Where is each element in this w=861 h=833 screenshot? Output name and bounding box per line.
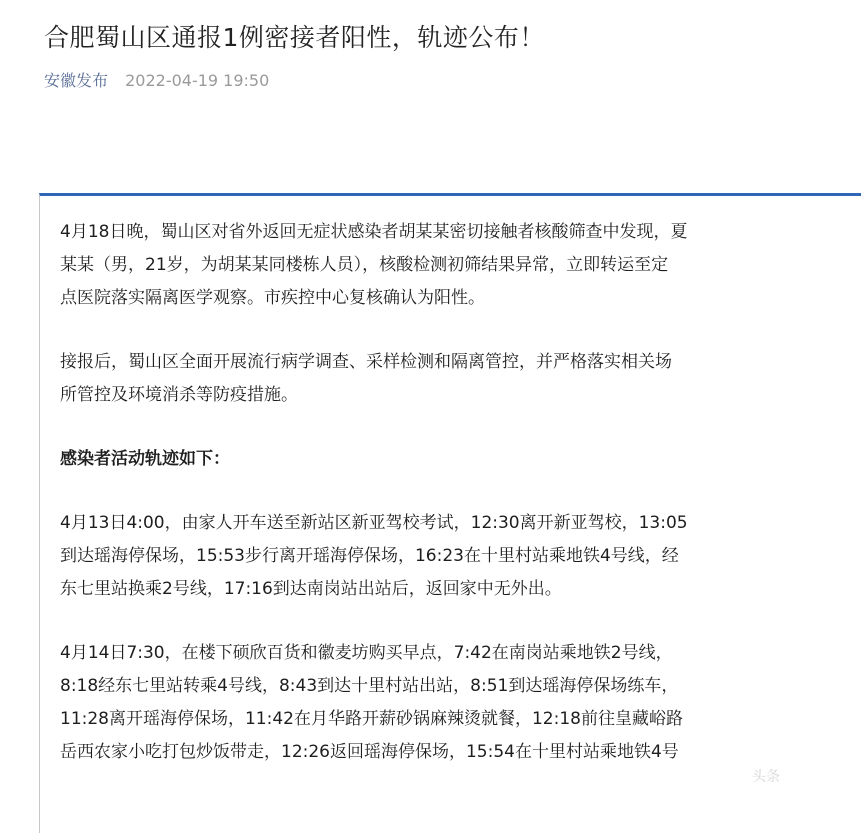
paragraph-line: 4月18日晚，蜀山区对省外返回无症状感染者胡某某密切接触者核酸筛查中发现，夏 [60, 222, 688, 242]
article-title: 合肥蜀山区通报1例密接者阳性，轨迹公布！ [44, 23, 545, 52]
content-card [39, 193, 861, 833]
paragraph-april-13 [60, 507, 830, 606]
publish-date: 2022-04-19 19:50 [125, 71, 270, 90]
paragraph-announcement [60, 216, 830, 315]
paragraph-line: 11:28离开瑶海停保场，11:42在月华路开薪砂锅麻辣烫就餐，12:18前往皇藏峪路 [60, 709, 683, 729]
paragraph-april-14 [60, 637, 830, 769]
paragraph-line: 所管控及环境消杀等防疫措施。 [60, 385, 298, 405]
article-meta [44, 68, 269, 91]
paragraph-response [60, 346, 830, 412]
watermark: 头条 [752, 769, 780, 785]
paragraph-line: 接报后，蜀山区全面开展流行病学调查、采样检测和隔离管控，并严格落实相关场 [60, 352, 672, 372]
paragraph-line: 岳西农家小吃打包炒饭带走，12:26返回瑶海停保场，15:54在十里村站乘地铁4号 [60, 742, 679, 762]
paragraph-line: 点医院落实隔离医学观察。市疾控中心复核确认为阳性。 [60, 288, 485, 308]
trajectory-heading [60, 443, 830, 476]
paragraph-line: 4月13日4:00，由家人开车送至新站区新亚驾校考试，12:30离开新亚驾校，13:05 [60, 513, 688, 533]
source-link[interactable]: 安徽发布 [44, 71, 109, 90]
paragraph-line: 4月14日7:30，在楼下硕欣百货和徽麦坊购买早点，7:42在南岗站乘地铁2号线， [60, 643, 673, 663]
article-content [60, 216, 830, 800]
heading-text: 感染者活动轨迹如下： [60, 449, 230, 469]
paragraph-line: 8:18经东七里站转乘4号线，8:43到达十里村站出站，8:51到达瑶海停保场练车， [60, 676, 679, 696]
paragraph-line: 东七里站换乘2号线，17:16到达南岗站出站后，返回家中无外出。 [60, 579, 562, 599]
paragraph-line: 某某（男，21岁，为胡某某同楼栋人员），核酸检测初筛结果异常，立即转运至定 [60, 255, 669, 275]
paragraph-line: 到达瑶海停保场，15:53步行离开瑶海停保场，16:23在十里村站乘地铁4号线，经 [60, 546, 679, 566]
